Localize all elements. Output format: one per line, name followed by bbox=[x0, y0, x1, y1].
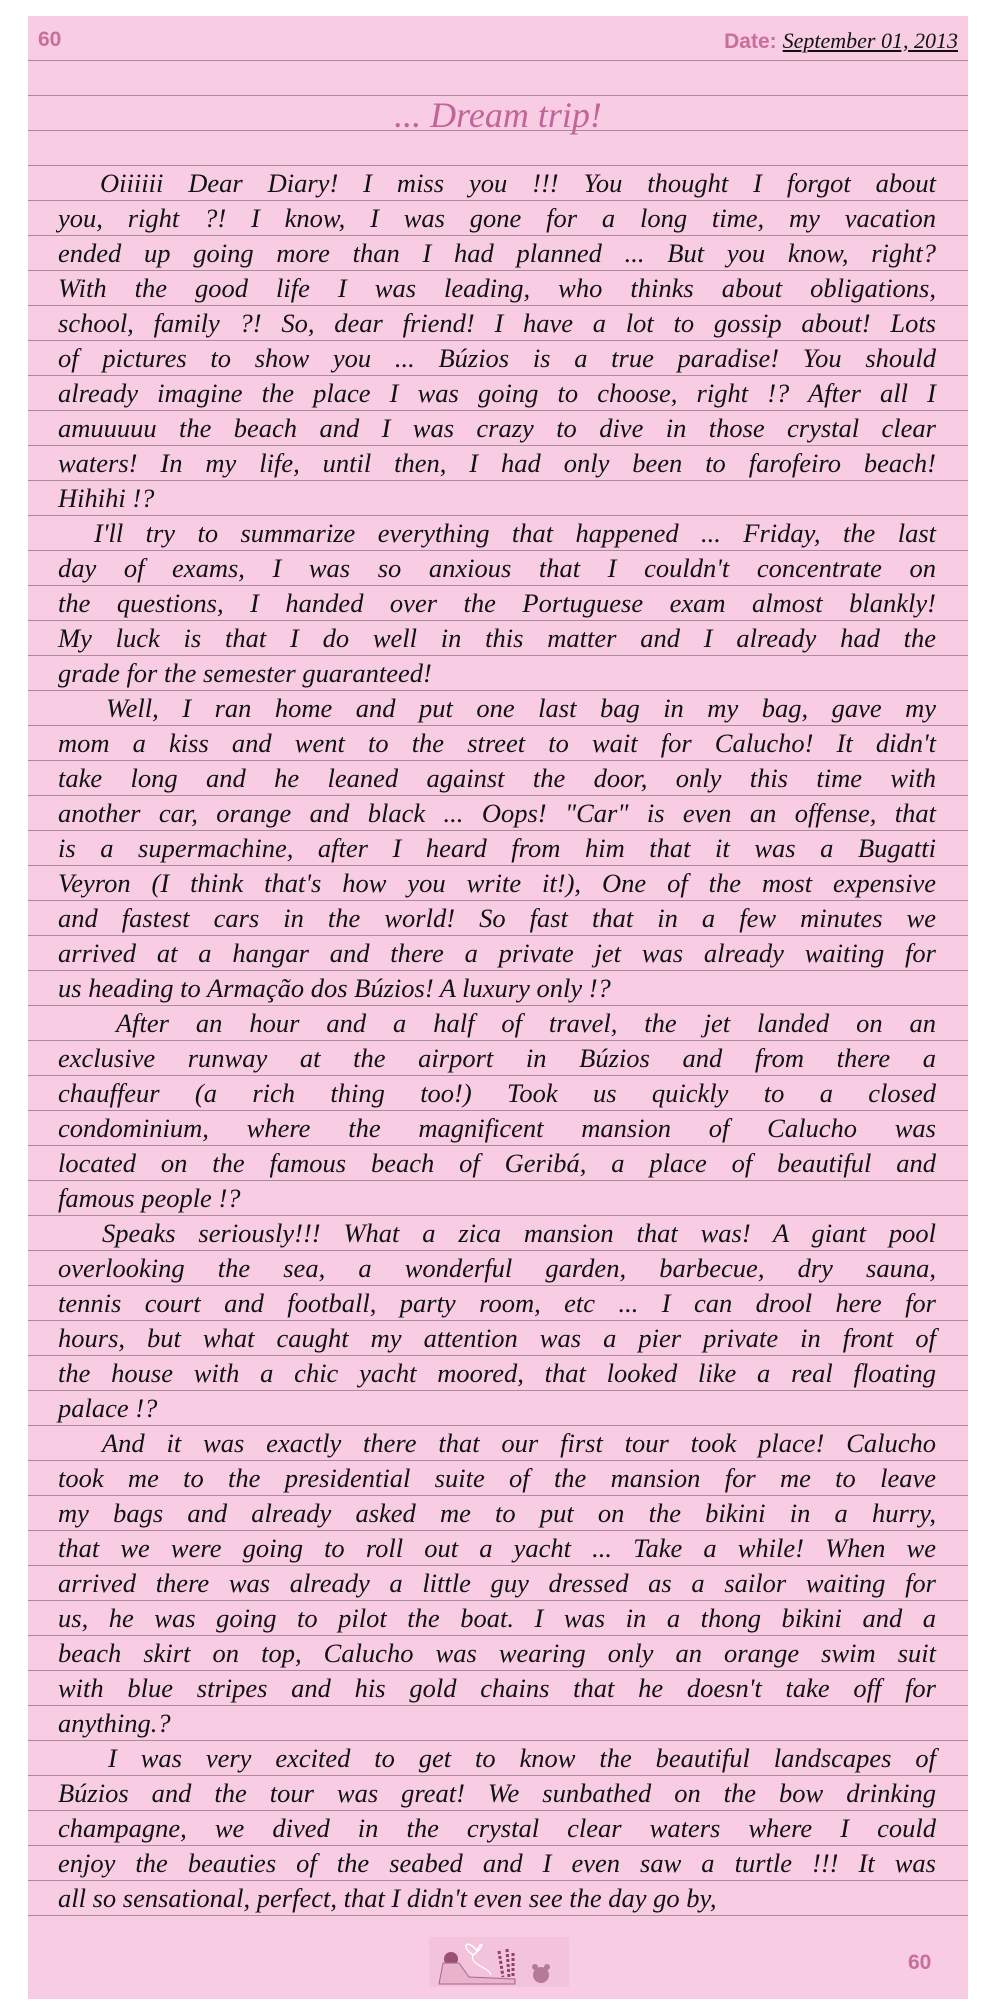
text-line: the questions, I handed over the Portuguese exam almost blankly! bbox=[58, 588, 936, 618]
text-line: of pictures to show you ... Búzios is a true paradise! You should bbox=[58, 343, 936, 373]
header-page-number: 60 bbox=[38, 28, 62, 51]
text-line: located on the famous beach of Geribá, a place of beautiful and bbox=[58, 1148, 936, 1178]
text-line: another car, orange and black ... Oops! "Car" is even an offense, that bbox=[58, 798, 936, 828]
text-line: famous people !? bbox=[58, 1183, 241, 1213]
text-line: After an hour and a half of travel, the jet landed on an bbox=[116, 1008, 936, 1038]
text-line: My luck is that I do well in this matter and I already had the bbox=[58, 623, 936, 653]
text-line: beach skirt on top, Calucho was wearing only an orange swim suit bbox=[58, 1638, 936, 1668]
date-value: September 01, 2013 bbox=[782, 28, 958, 53]
text-line: you, right ?! I know, I was gone for a long time, my vacation bbox=[58, 203, 936, 233]
text-line: Oiiiiii Dear Diary! I miss you !!! You thought I forgot about bbox=[100, 168, 936, 198]
text-line: took me to the presidential suite of the mansion for me to leave bbox=[58, 1463, 936, 1493]
text-line: I was very excited to get to know the beautiful landscapes of bbox=[108, 1743, 936, 1773]
text-line: us, he was going to pilot the boat. I was in a thong bikini and a bbox=[58, 1603, 936, 1633]
text-line: waters! In my life, until then, I had only been to farofeiro beach! bbox=[58, 448, 936, 478]
ruled-line bbox=[28, 60, 968, 61]
text-line: and fastest cars in the world! So fast that in a few minutes we bbox=[58, 903, 936, 933]
text-line: I'll try to summarize everything that happened ... Friday, the last bbox=[94, 518, 936, 548]
ruled-line bbox=[28, 165, 968, 166]
text-line: And it was exactly there that our first tour took place! Calucho bbox=[102, 1428, 936, 1458]
text-line: Hihihi !? bbox=[58, 483, 155, 513]
date-label: Date: bbox=[724, 30, 777, 53]
text-line: chauffeur (a rich thing too!) Took us quickly to a closed bbox=[58, 1078, 936, 1108]
text-line: Búzios and the tour was great! We sunbathed on the bow drinking bbox=[58, 1778, 936, 1808]
text-line: my bags and already asked me to put on the bikini in a hurry, bbox=[58, 1498, 936, 1528]
text-line: grade for the semester guaranteed! bbox=[58, 658, 432, 688]
text-line: all so sensational, perfect, that I didn't even see the day go by, bbox=[58, 1883, 717, 1913]
text-line: Speaks seriously!!! What a zica mansion that was! A giant pool bbox=[102, 1218, 936, 1248]
text-line: day of exams, I was so anxious that I couldn't concentrate on bbox=[58, 553, 936, 583]
text-line: palace !? bbox=[58, 1393, 158, 1423]
text-line: mom a kiss and went to the street to wait for Calucho! It didn't bbox=[58, 728, 936, 758]
girl-illustration-icon bbox=[429, 1937, 569, 1987]
text-line: tennis court and football, party room, etc ... I can drool here for bbox=[58, 1288, 936, 1318]
text-line: With the good life I was leading, who thinks about obligations, bbox=[58, 273, 936, 303]
text-line: condominium, where the magnificent mansion of Calucho was bbox=[58, 1113, 936, 1143]
text-line: hours, but what caught my attention was a pier private in front of bbox=[58, 1323, 936, 1353]
text-line: Well, I ran home and put one last bag in my bag, gave my bbox=[106, 693, 936, 723]
text-line: school, family ?! So, dear friend! I have a lot to gossip about! Lots bbox=[58, 308, 936, 338]
text-line: already imagine the place I was going to choose, right !? After all I bbox=[58, 378, 936, 408]
entry-title: ... Dream trip! bbox=[394, 95, 602, 135]
footer-page-number: 60 bbox=[908, 1951, 932, 1974]
text-line: enjoy the beauties of the seabed and I even saw a turtle !!! It was bbox=[58, 1848, 936, 1878]
text-line: take long and he leaned against the door, only this time with bbox=[58, 763, 936, 793]
text-line: arrived there was already a little guy dressed as a sailor waiting for bbox=[58, 1568, 936, 1598]
text-line: overlooking the sea, a wonderful garden, barbecue, dry sauna, bbox=[58, 1253, 936, 1283]
text-line: champagne, we dived in the crystal clear waters where I could bbox=[58, 1813, 936, 1843]
text-line: the house with a chic yacht moored, that looked like a real floating bbox=[58, 1358, 936, 1388]
text-line: exclusive runway at the airport in Búzios and from there a bbox=[58, 1043, 936, 1073]
text-line: is a supermachine, after I heard from him that it was a Bugatti bbox=[58, 833, 936, 863]
text-line: Veyron (I think that's how you write it!), One of the most expensive bbox=[58, 868, 936, 898]
text-line: amuuuuu the beach and I was crazy to dive in those crystal clear bbox=[58, 413, 936, 443]
date-header bbox=[724, 28, 958, 54]
text-line: us heading to Armação dos Búzios! A luxury only !? bbox=[58, 973, 611, 1003]
text-line: arrived at a hangar and there a private jet was already waiting for bbox=[58, 938, 936, 968]
diary-page bbox=[28, 16, 968, 1999]
text-line: with blue stripes and his gold chains that he doesn't take off for bbox=[58, 1673, 936, 1703]
text-line: ended up going more than I had planned ... But you know, right? bbox=[58, 238, 936, 268]
text-line: anything.? bbox=[58, 1708, 171, 1738]
text-line: that we were going to roll out a yacht ... Take a while! When we bbox=[58, 1533, 936, 1563]
